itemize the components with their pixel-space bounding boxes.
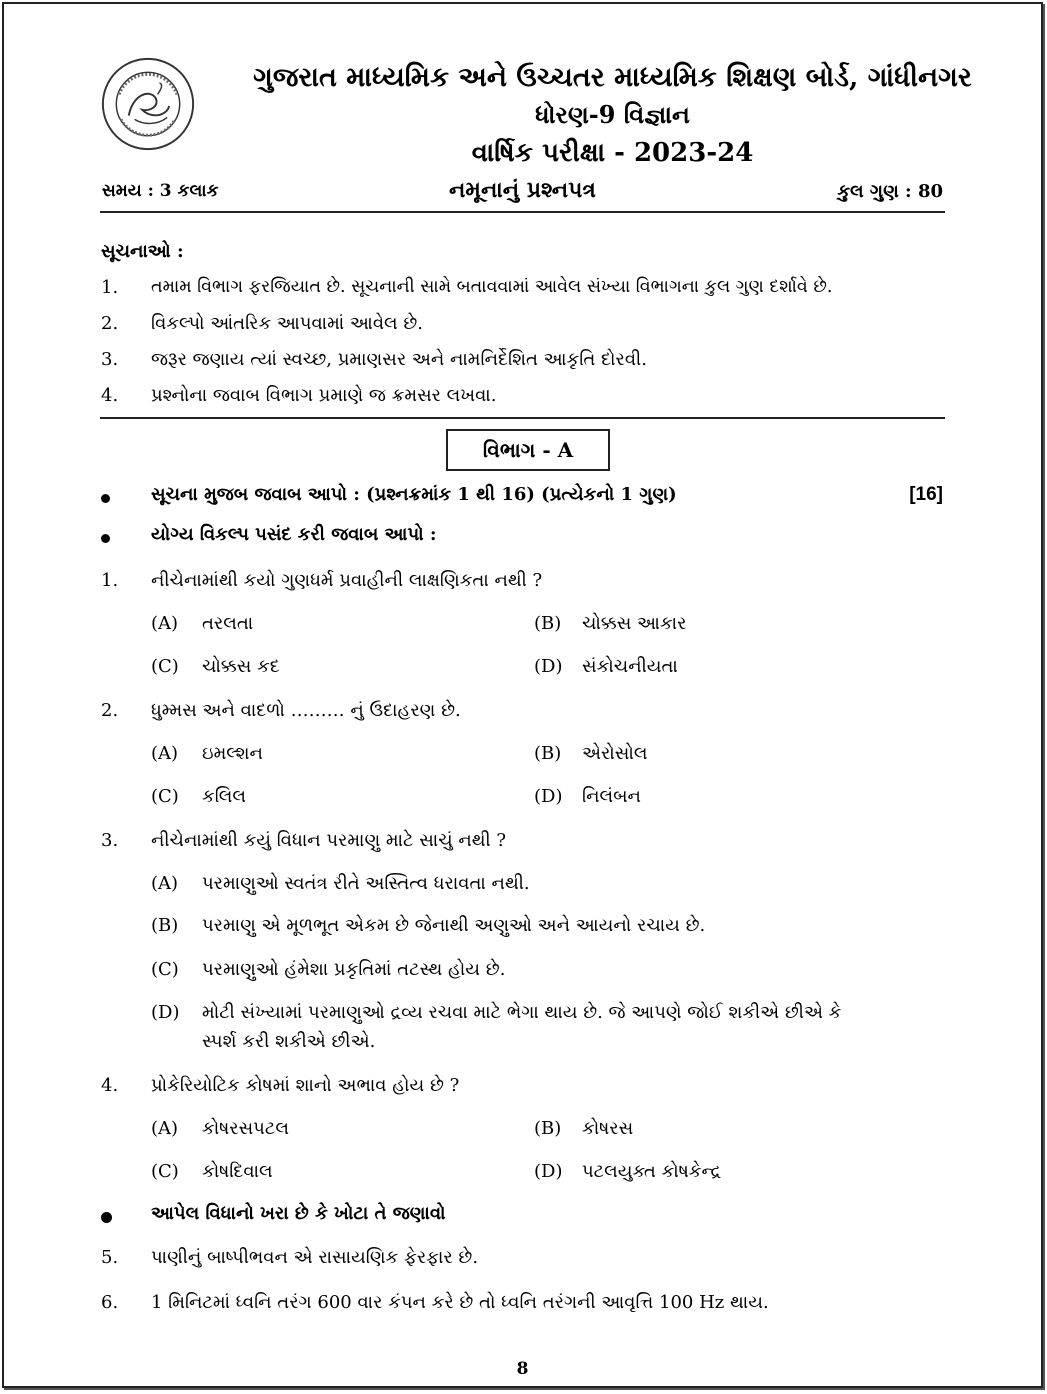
question-number: 1. <box>101 570 119 591</box>
paper-type: નમૂનાનું પ્રશ્નપત્ર <box>449 177 596 203</box>
option-text: પટલયુક્ત કોષકેન્દ્ર <box>582 1161 722 1182</box>
header-divider <box>100 211 945 213</box>
option-text: નિલંબન <box>582 786 641 807</box>
bullet-icon <box>101 1212 112 1223</box>
option-text: ઇમલ્શન <box>202 743 263 764</box>
option-text: સંકોચનીયતા <box>582 656 678 677</box>
instruction-text: જરૂર જણાય ત્યાં સ્વચ્છ, પ્રમાણસર અને નામનિર્દેશિત આકૃતિ દોરવી. <box>151 349 647 370</box>
instruction-num: 1. <box>101 277 119 298</box>
option-label: (D) <box>534 786 563 807</box>
instruction-num: 4. <box>101 385 119 406</box>
instruction-text: તમામ વિભાગ ફરજિયાત છે. સૂચનાની સામે બતાવવામાં આવેલ સંખ્યા વિભાગના કુલ ગુણ દર્શાવે છે. <box>151 277 833 297</box>
question-text: નીચેનામાંથી કયું વિધાન પરમાણુ માટે સાચું નથી ? <box>151 830 507 851</box>
instructions-title: સૂચનાઓ : <box>101 241 184 262</box>
option-text: કોષરસ <box>582 1118 634 1139</box>
mcq-heading: યોગ્ય વિકલ્પ પસંદ કરી જવાબ આપો : <box>151 524 437 545</box>
board-name: ગુજરાત માધ્યમિક અને ઉચ્ચતર માધ્યમિક શિક્ષણ બોર્ડ, ગાંધીનગર <box>253 62 972 93</box>
section-directive: સૂચના મુજબ જવાબ આપો : (પ્રશ્નક્રમાંક 1 થી 16) (પ્રત્યેકનો 1 ગુણ) <box>151 484 677 505</box>
option-label: (C) <box>151 786 179 807</box>
option-label: (B) <box>534 743 562 764</box>
option-label: (B) <box>534 613 562 634</box>
option-label: (C) <box>151 1161 179 1182</box>
exam-time: સમય : 3 કલાક <box>102 181 219 201</box>
option-text: તરલતા <box>202 613 254 634</box>
option-text: ચોક્કસ આકાર <box>582 613 687 634</box>
question-text: પ્રોકેરિયોટિક કોષમાં શાનો અભાવ હોય છે ? <box>151 1075 460 1096</box>
option-label: (C) <box>151 656 179 677</box>
question-number: 3. <box>101 830 119 851</box>
question-text: નીચેનામાંથી કયો ગુણધર્મ પ્રવાહીની લાક્ષણિકતા નથી ? <box>151 570 543 591</box>
option-label: (B) <box>151 915 179 936</box>
option-label: (D) <box>151 1002 180 1023</box>
option-text: પરમાણુઓ સ્વતંત્ર રીતે અસ્તિત્વ ધરાવતા નથી. <box>202 873 530 894</box>
option-label: (A) <box>151 873 179 894</box>
option-text: કલિલ <box>202 786 246 807</box>
option-label: (A) <box>151 1118 179 1139</box>
question-text: પાણીનું બાષ્પીભવન એ રાસાયણિક ફેરફાર છે. <box>151 1247 479 1268</box>
question-text: 1 મિનિટમાં ધ્વનિ તરંગ 600 વાર કંપન કરે છે તો ધ્વનિ તરંગની આવૃત્તિ 100 Hz થાય. <box>151 1292 769 1313</box>
option-label: (A) <box>151 743 179 764</box>
bullet-icon <box>101 534 110 543</box>
section-title: વિભાગ - A <box>482 438 574 462</box>
question-text: ધુમ્મસ અને વાદળો ……… નું ઉદાહરણ છે. <box>151 700 461 721</box>
true-false-heading: આપેલ વિધાનો ખરા છે કે ખોટા તે જણાવો <box>151 1203 446 1224</box>
option-text: પરમાણુ એ મૂળભૂત એકમ છે જેનાથી અણુઓ અને આયનો રચાય છે. <box>202 915 706 936</box>
option-text: ચોક્કસ કદ <box>202 656 280 677</box>
question-number: 4. <box>101 1075 119 1096</box>
question-number: 2. <box>101 700 119 721</box>
option-text-continued: સ્પર્શ કરી શકીએ છીએ. <box>202 1031 376 1052</box>
option-text: પરમાણુઓ હંમેશા પ્રકૃતિમાં તટસ્થ હોય છે. <box>202 959 506 980</box>
option-label: (D) <box>534 1161 563 1182</box>
option-label: (B) <box>534 1118 562 1139</box>
option-label: (C) <box>151 959 179 980</box>
page-number: 8 <box>516 1359 529 1379</box>
question-number: 6. <box>101 1292 119 1313</box>
board-seal-logo <box>100 56 196 152</box>
bullet-icon <box>101 494 110 503</box>
instructions-divider <box>100 417 945 419</box>
subject-title: ધોરણ-9 વિજ્ઞાન <box>535 100 690 129</box>
exam-title: વાર્ષિક પરીક્ષા - 2023-24 <box>471 138 754 168</box>
instruction-text: પ્રશ્નોના જવાબ વિભાગ પ્રમાણે જ ક્રમસર લખવા. <box>151 385 497 406</box>
total-marks: કુલ ગુણ : 80 <box>837 181 943 202</box>
option-text: કોષદિવાલ <box>202 1161 273 1182</box>
option-label: (D) <box>534 656 563 677</box>
option-text: એરોસોલ <box>582 743 648 764</box>
exam-page <box>2 2 1043 1388</box>
section-marks: [16] <box>909 484 943 505</box>
instruction-num: 3. <box>101 349 119 370</box>
instruction-text: વિકલ્પો આંતરિક આપવામાં આવેલ છે. <box>151 313 424 334</box>
question-number: 5. <box>101 1247 119 1268</box>
option-text: કોષરસપટલ <box>202 1118 289 1139</box>
option-label: (A) <box>151 613 179 634</box>
option-text: મોટી સંખ્યામાં પરમાણુઓ દ્રવ્ય રચવા માટે ભેગા થાય છે. જે આપણે જોઈ શકીએ છીએ કે <box>202 1002 842 1023</box>
instruction-num: 2. <box>101 313 119 334</box>
section-title-box <box>446 429 610 471</box>
